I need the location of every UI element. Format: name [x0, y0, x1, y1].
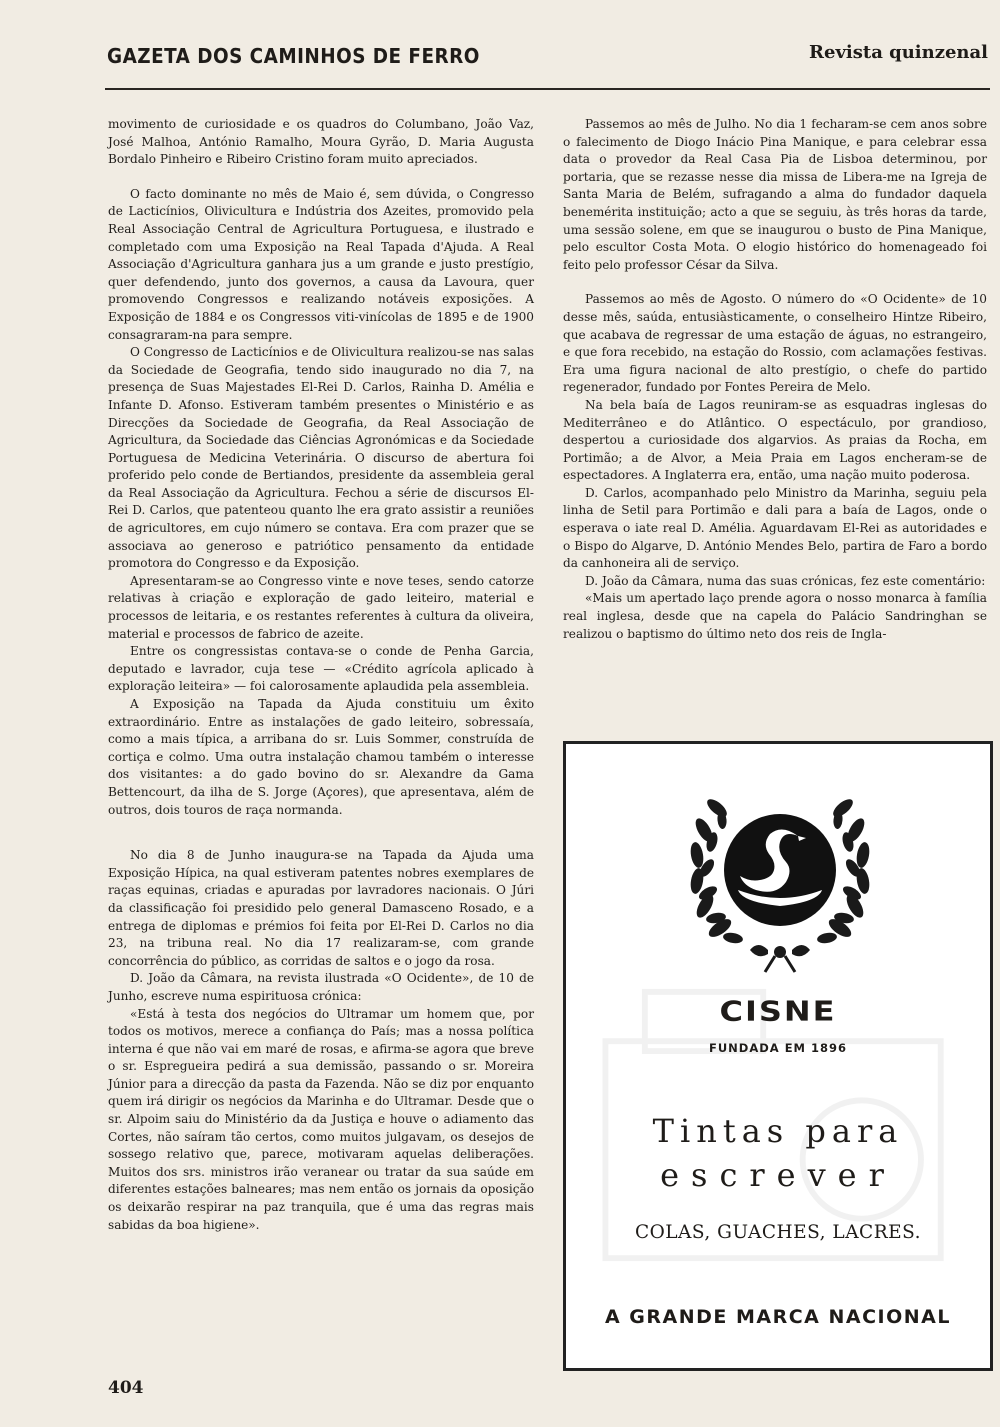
tagline-line-1: Tintas para [652, 1112, 904, 1150]
cisne-advertisement [563, 741, 993, 1371]
paragraph: D. João da Câmara, na revista ilustrada «O Ocidente», de 10 de Junho, escreve numa espirituosa crónica: [108, 971, 534, 1003]
paragraph: O facto dominante no mês de Maio é, sem dúvida, o Congresso de Lacticínios, Olivicultura e Indústria dos Azeites, promovido pela Real Associação Central de Agricultura Portuguesa, e ilustrado e completado com uma Exposição na Real Tapada d'Ajuda. A Real Associação d'Agricultura ganhara jus a um grande e justo prestígio, quer defendendo, junto dos governos, a causa da Lavoura, quer promovendo Congressos e realizando notáveis exposições. A Exposição de 1884 e os Congressos viti-vinícolas de 1895 e de 1900 consagraram-na para sempre. [108, 186, 534, 342]
paragraph: Na bela baía de Lagos reuniram-se as esquadras inglesas do Mediterrâneo e do Atlântico. O espectáculo, por grandioso, despertou a curiosidade dos algarvios. As praias da Rocha, em Portimão; a de Alvor, a Meia Praia em Lagos encheram-se de espectadores. A Inglaterra era, então, uma nação muito poderosa. [563, 397, 987, 483]
ad-slogan: A GRANDE MARCA NACIONAL [604, 1306, 951, 1328]
paragraph: «Está à testa dos negócios do Ultramar um homem que, por todos os motivos, merece a confiança do País; mas a nossa política interna é que não vai em maré de rosas, e afirma-se agora que breve o sr. Espregueira pedirá a sua demissão, passando o sr. Moreira Júnior para a direcção da pasta da Fazenda. Não se diz por enquanto quem irá dirigir os negócios da Marinha e do Ultramar. Desde que o sr. Alpoim saiu do Ministério da da Justiça e houve o adiamento das Cortes, não saíram tão certos, como muitos julgavam, os desejos de sossego relativo que, parece, motivaram aquelas deliberações. Muitos dos srs. ministros irão veranear ou tratar da sua saúde em diferentes estações balneares; mas nem então os jornais da oposição os deixarão respirar na paz tranquila, que é uma das regras mais sabidas da boa higiene». [108, 1006, 534, 1232]
paragraph: Entre os congressistas contava-se o conde de Penha Garcia, deputado e lavrador, cuja tese — «Crédito agrícola aplicado à exploração leiteira» — foi calorosamente aplaudida pela assembleia. [108, 644, 534, 694]
swan-laurel-wreath-icon [680, 778, 880, 973]
product-list: COLAS, GUACHES, LACRES. [634, 1222, 922, 1243]
paragraph: «Mais um apertado laço prende agora o nosso monarca à família real inglesa, desde que na capela do Palácio Sandringhan se realizou o baptismo do último neto dos reis de Ingla- [563, 591, 987, 641]
journal-subtitle: Revista quinzenal [809, 42, 988, 63]
paragraph: Passemos ao mês de Agosto. O número do «O Ocidente» de 10 desse mês, saúda, entusiàsticamente, o conselheiro Hintze Ribeiro, que acabava de regressar de uma estação de águas, no estrangeiro, e que fora recebido, na estação do Rossio, com aclamações festivas. Era uma figura nacional de alto prestígio, o chefe do partido regenerador, fundado por Fontes Pereira de Melo. [563, 292, 987, 395]
paragraph: Passemos ao mês de Julho. No dia 1 fecharam-se cem anos sobre o falecimento de Diogo Inácio Pina Manique, e para celebrar essa data o provedor da Real Casa Pia de Lisboa determinou, por portaria, que se rezasse nesse dia missa de Libera-me na Igreja de Santa Maria de Belém, sufragando a alma do fundador daquela benemérita instituição; acto a que se seguiu, às três horas da tarde, uma sessão solene, em que se inaugurou o busto de Pina Manique, pelo escultor Costa Mota. O elogio histórico do homenageado foi feito pelo professor César da Silva. [563, 117, 987, 272]
paragraph: D. Carlos, acompanhado pelo Ministro da Marinha, seguiu pela linha de Setil para Portimão e dali para a baía de Lagos, onde o esperava o iate real D. Amélia. Aguardavam El-Rei as autoridades e o Bispo do Algarve, D. António Mendes Belo, partira de Faro a bordo da canhoneira ali de serviço. [563, 485, 987, 571]
header-rule [105, 88, 990, 90]
page-number: 404 [108, 1378, 144, 1398]
paragraph: O Congresso de Lacticínios e de Olivicultura realizou-se nas salas da Sociedade de Geografia, tendo sido inaugurado no dia 7, na presença de Suas Majestades El-Rei D. Carlos, Rainha D. Amélia e Infante D. Afonso. Estiveram também presentes o Ministério e as Direcções da Sociedade de Geografia, da Real Associação de Agricultura, da Sociedade das Ciências Agronómicas e da Sociedade Portuguesa de Medicina Veterinária. O discurso de abertura foi proferido pelo conde de Bertiandos, presidente da assembleia geral da Real Associação da Agricultura. Fechou a série de discursos El-Rei D. Carlos, que patenteou quanto lhe era grato assistir a reuniões de agricultores, em cujo número se contava. Era com prazer que se associava ao generoso e patriótico pensamento da entidade promotora do Congresso e da Exposição. [108, 345, 534, 571]
founded-line: FUNDADA EM 1896 [708, 1041, 848, 1055]
paragraph: movimento de curiosidade e os quadros do Columbano, João Vaz, José Malhoa, António Ramalho, Moura Gyrão, D. Maria Augusta Bordalo Pinheiro e Ribeiro Cristino foram muito apreciados. [108, 117, 534, 167]
paragraph: A Exposição na Tapada da Ajuda constituiu um êxito extraordinário. Entre as instalações de gado leiteiro, sobressaía, como a mais típica, a arribana do sr. Luis Sommer, construída de cortiça e colmo. Uma outra instalação chamou também o interesse dos visitantes: a do gado bovino do sr. Alexandre da Gama Bettencourt, da ilha de S. Jorge (Açores), que apresentava, além de outros, dois touros de raça normanda. [108, 697, 534, 817]
journal-title: GAZETA DOS CAMINHOS DE FERRO [107, 44, 480, 68]
paragraph: Apresentaram-se ao Congresso vinte e nove teses, sendo catorze relativas à criação e exploração de gado leiteiro, material e processos de leitaria, e os restantes referentes à cultura da oliveira, material e processos de fabrico de azeite. [108, 573, 534, 641]
left-column [108, 116, 534, 1234]
right-column [563, 116, 987, 643]
paragraph: D. João da Câmara, numa das suas crónicas, fez este comentário: [585, 573, 986, 588]
paragraph: No dia 8 de Junho inaugura-se na Tapada da Ajuda uma Exposição Hípica, na qual estiveram patentes nobres exemplares de raças equinas, criadas e apuradas por lavradores nacionais. O Júri da classificação foi presidido pelo general Damasceno Rosado, e a entrega de diplomas e prémios foi feita por El-Rei D. Carlos no dia 23, na tribuna real. No dia 17 realizaram-se, com grande concorrência do público, as corridas de saltos e o jogo da rosa. [108, 848, 534, 968]
tagline-line-2: escrever [660, 1156, 896, 1194]
brand-name: CISNE [719, 994, 837, 1028]
